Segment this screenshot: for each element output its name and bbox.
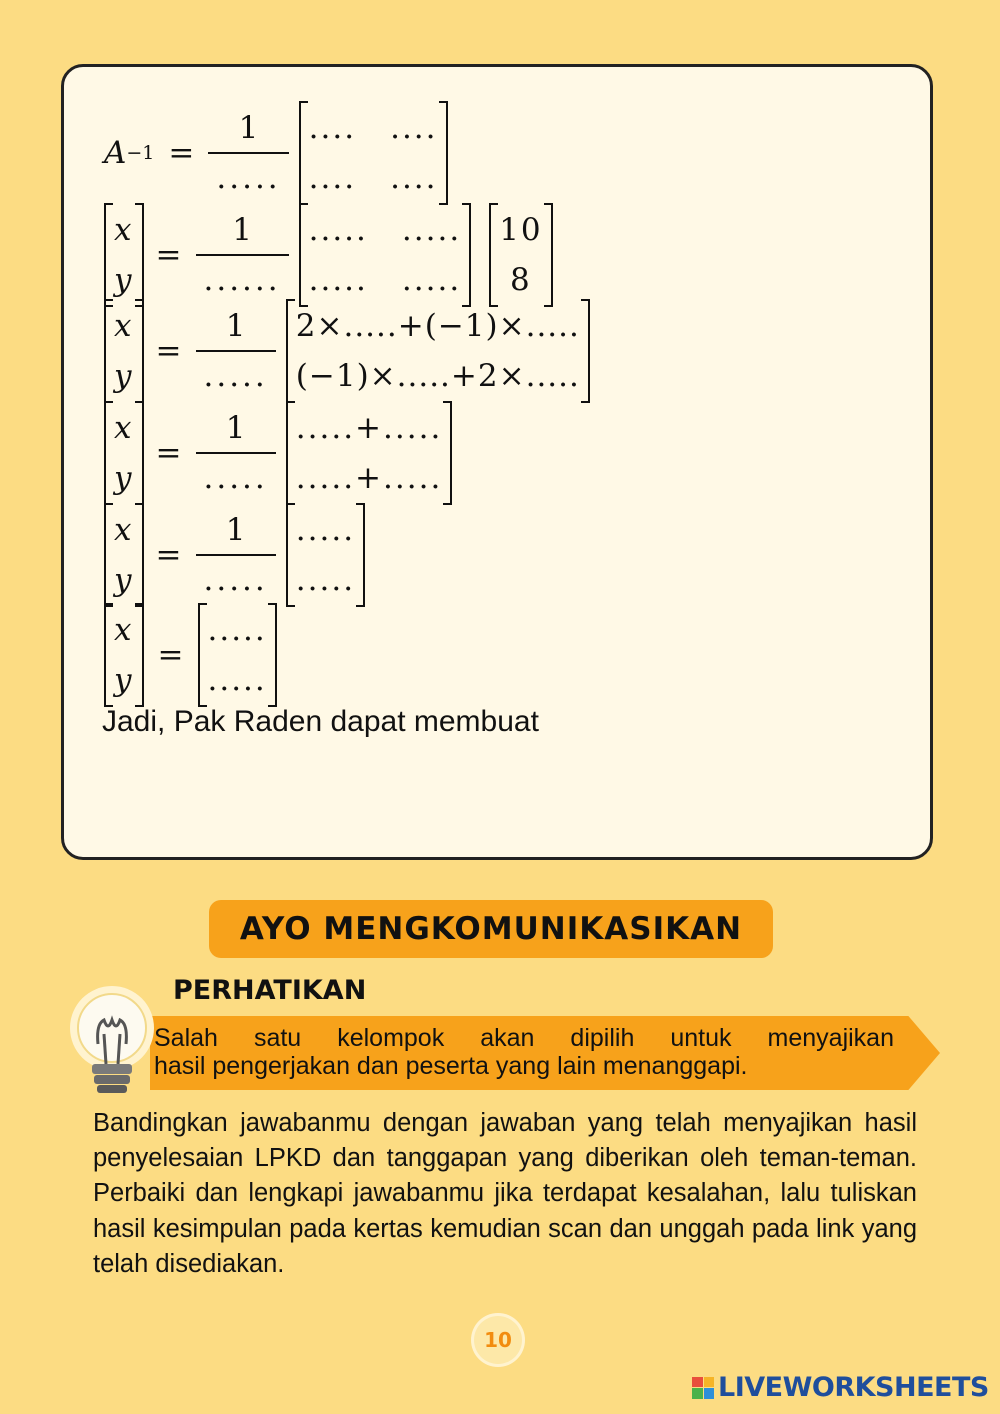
equals-sign: = xyxy=(157,637,184,673)
fraction xyxy=(196,512,276,598)
equation-step-4 xyxy=(104,503,365,607)
numerator: 1 xyxy=(225,512,246,548)
fraction xyxy=(196,410,276,496)
numerator: 1 xyxy=(232,212,252,248)
matrix-symbol: A xyxy=(104,135,127,171)
brand-name: LIVEWORKSHEETS xyxy=(718,1372,989,1403)
sum-matrix xyxy=(286,401,453,505)
variable-x: x xyxy=(114,512,134,548)
variable-vector xyxy=(104,401,144,505)
variable-x: x xyxy=(114,308,134,344)
equals-sign: = xyxy=(155,537,182,573)
product-matrix xyxy=(286,299,590,403)
matrix-cell-blank: ..... xyxy=(401,262,462,298)
variable-y: y xyxy=(114,358,134,394)
equals-sign: = xyxy=(168,135,195,171)
notice-text xyxy=(154,1024,894,1080)
equals-sign: = xyxy=(155,237,182,273)
final-cell-blank: ..... xyxy=(207,662,267,698)
page-number: 10 xyxy=(474,1316,522,1364)
matrix-cell-blank: .... xyxy=(308,160,357,196)
product-row-1: 2×.....+(−1)×..... xyxy=(295,308,580,344)
product-row-2: (−1)×.....+2×..... xyxy=(295,358,580,394)
variable-y: y xyxy=(114,662,134,698)
lightbulb-icon xyxy=(68,984,154,1102)
constant-8: 8 xyxy=(510,262,532,298)
equals-sign: = xyxy=(155,333,182,369)
final-matrix xyxy=(198,603,277,707)
denominator-blank: ..... xyxy=(208,152,288,196)
notice-line-2: hasil pengerjakan dan peserta yang lain menanggapi. xyxy=(154,1052,748,1080)
adjoint-matrix xyxy=(299,203,472,307)
denominator-blank: ..... xyxy=(196,452,276,496)
sum-row-2: .....+..... xyxy=(295,460,443,496)
variable-x: x xyxy=(114,612,134,648)
variable-y: y xyxy=(114,562,134,598)
matrix-cell-blank: ..... xyxy=(401,212,462,248)
equation-step-2 xyxy=(104,299,590,403)
variable-vector xyxy=(104,299,144,403)
fraction xyxy=(196,212,289,298)
result-cell-blank: ..... xyxy=(295,512,356,548)
conclusion-text: Jadi, Pak Raden dapat membuat xyxy=(102,705,539,738)
answer-card xyxy=(61,64,933,860)
variable-x: x xyxy=(114,410,134,446)
equation-inverse xyxy=(104,101,448,205)
notice-title: PERHATIKAN xyxy=(173,975,367,1006)
variable-x: x xyxy=(114,212,134,248)
final-cell-blank: ..... xyxy=(207,612,267,648)
instruction-paragraph: Bandingkan jawabanmu dengan jawaban yang telah menyajikan hasil penyelesaian LPKD dan tanggapan yang diberikan oleh teman-teman. Perbaiki dan lengkapi jawabanmu jika terdapat kesalahan, lalu tuliskan hasil kesimpulan pada kertas kemudian scan dan unggah pada link yang telah disediakan. xyxy=(93,1109,917,1278)
result-cell-blank: ..... xyxy=(295,562,356,598)
fraction xyxy=(196,308,276,394)
constant-vector xyxy=(489,203,552,307)
numerator: 1 xyxy=(225,410,246,446)
variable-y: y xyxy=(114,262,134,298)
matrix-cell-blank: .... xyxy=(308,110,357,146)
result-matrix xyxy=(286,503,365,607)
equation-step-1 xyxy=(104,203,553,307)
equals-sign: = xyxy=(155,435,182,471)
matrix-cell-blank: ..... xyxy=(308,262,368,298)
variable-vector xyxy=(104,203,144,307)
denominator-blank: ..... xyxy=(196,554,276,598)
denominator-blank: ...... xyxy=(196,254,289,298)
notice-line-1: Salah satu kelompok akan dipilih untuk menyajikan xyxy=(154,1024,894,1052)
variable-vector xyxy=(104,603,144,707)
numerator: 1 xyxy=(238,110,259,146)
brand-logo xyxy=(692,1372,989,1403)
liveworksheets-icon xyxy=(692,1377,714,1399)
adjoint-matrix xyxy=(299,101,448,205)
section-banner: AYO MENGKOMUNIKASIKAN xyxy=(209,900,773,958)
equation-step-3 xyxy=(104,401,452,505)
variable-y: y xyxy=(114,460,134,496)
matrix-cell-blank: ..... xyxy=(308,212,368,248)
inverse-exponent: −1 xyxy=(126,142,155,164)
equation-final xyxy=(104,603,277,707)
matrix-cell-blank: .... xyxy=(390,160,438,196)
variable-vector xyxy=(104,503,144,607)
constant-10: 10 xyxy=(499,212,543,248)
fraction xyxy=(208,110,288,196)
denominator-blank: ..... xyxy=(196,350,276,394)
numerator: 1 xyxy=(225,308,246,344)
matrix-cell-blank: .... xyxy=(390,110,438,146)
sum-row-1: .....+..... xyxy=(295,410,443,446)
